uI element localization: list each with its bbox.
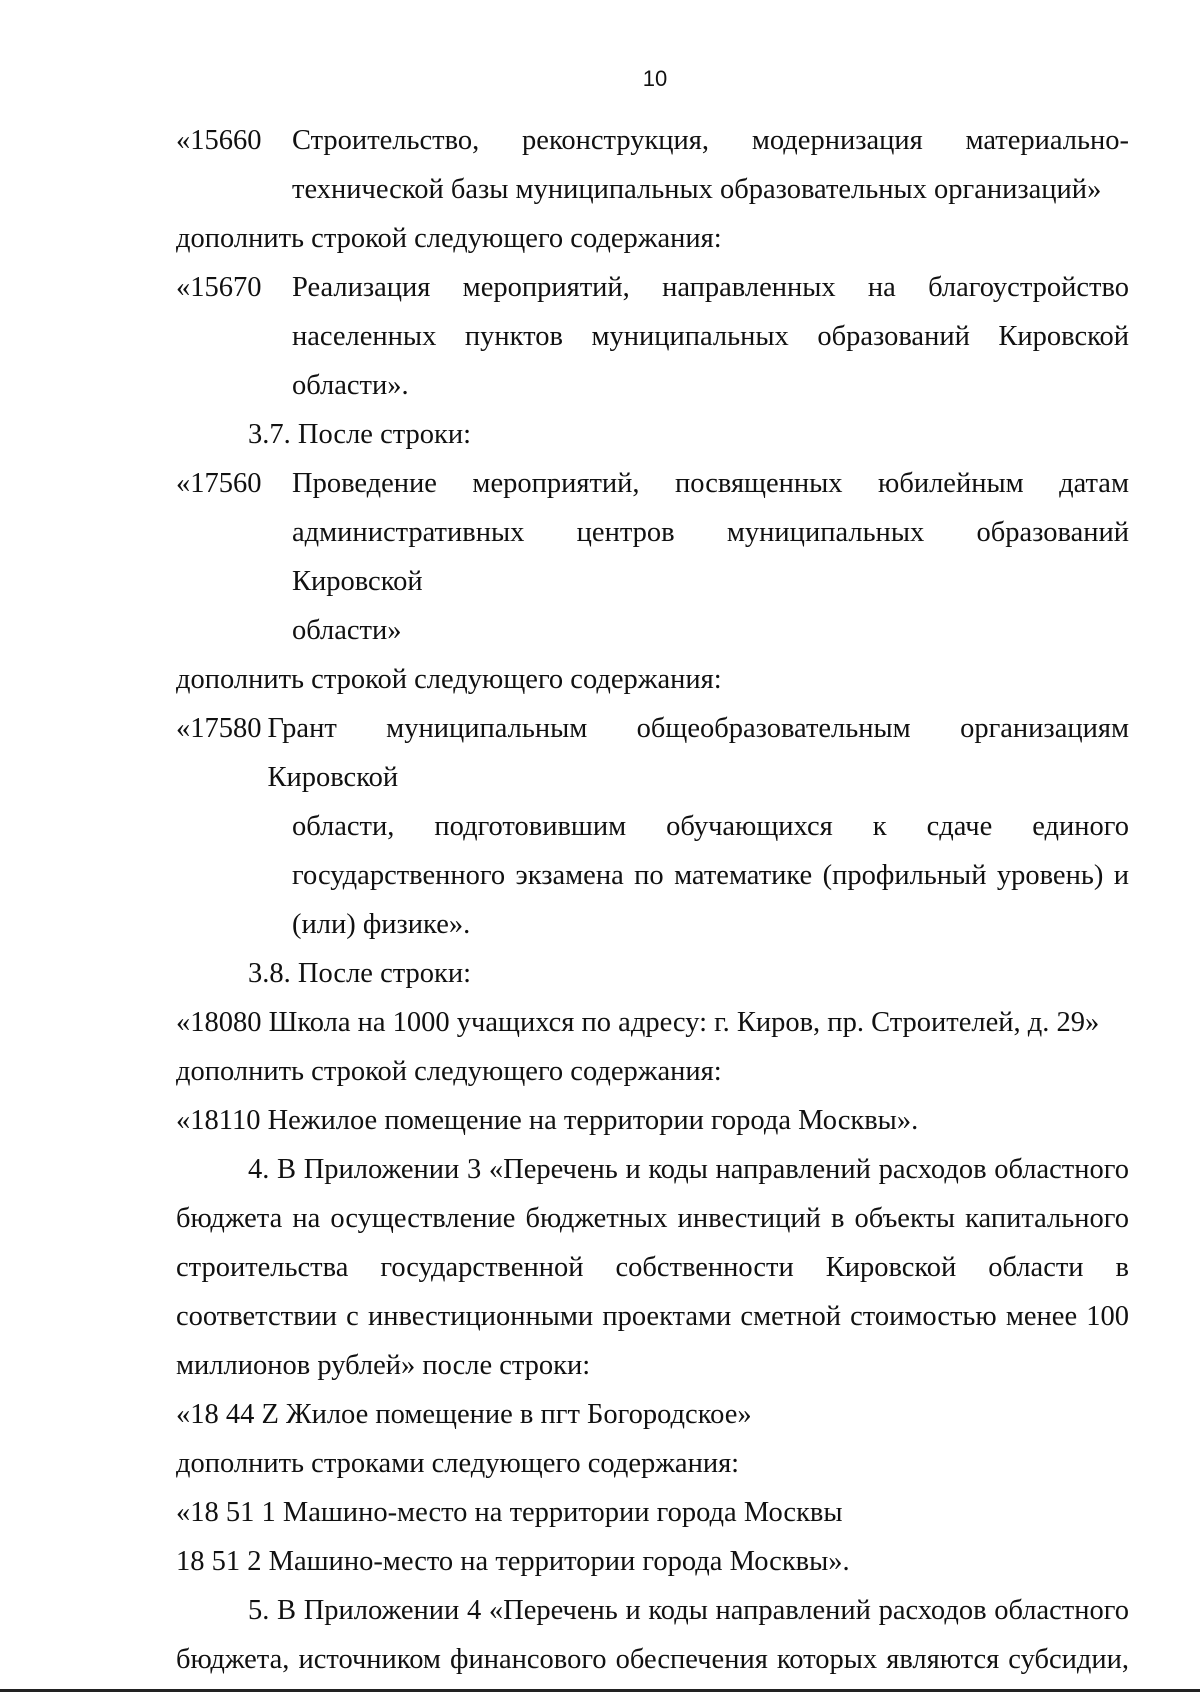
- entry-text-line: административных центров муниципальных образований Кировской: [292, 517, 1129, 597]
- entry-text-line: (или) физике».: [292, 909, 471, 940]
- paragraph-line: бюджета, источником финансового обеспечения которых являются субсидии,: [176, 1644, 1129, 1675]
- scan-edge-line: [0, 1689, 1200, 1692]
- entry-text-line: Строительство, реконструкция, модернизация материально-: [292, 125, 1129, 156]
- section-heading: 3.8. После строки:: [248, 958, 472, 989]
- text-line: дополнить строками следующего содержания:: [176, 1448, 740, 1479]
- entry-text-line: Проведение мероприятий, посвященных юбилейным датам: [292, 468, 1129, 499]
- entry-text-line: Грант муниципальным общеобразовательным организациям Кировской: [267, 713, 1129, 793]
- entry-code: «15670: [176, 272, 262, 303]
- text-line: дополнить строкой следующего содержания:: [176, 664, 722, 695]
- entry-text-line: области»: [292, 615, 402, 646]
- text-line: «18110 Нежилое помещение на территории города Москвы».: [176, 1105, 919, 1136]
- text-line: 18 51 2 Машино-место на территории города Москвы».: [176, 1546, 850, 1577]
- entry-text-line: Реализация мероприятий, направленных на благоустройство: [292, 272, 1129, 303]
- code-entry-15670: [176, 263, 1129, 312]
- paragraph-4: [176, 1145, 1129, 1390]
- text-line: дополнить строкой следующего содержания:: [176, 223, 722, 254]
- paragraph-line: бюджета на осуществление бюджетных инвестиций в объекты капитального: [176, 1203, 1129, 1234]
- entry-code: «15660: [176, 125, 262, 156]
- section-heading: 3.7. После строки:: [248, 419, 472, 450]
- code-entry-17580: [176, 704, 1129, 802]
- document-body: [176, 116, 1129, 1684]
- text-line: «18080 Школа на 1000 учащихся по адресу: г. Киров, пр. Строителей, д. 29»: [176, 1007, 1100, 1038]
- paragraph-line: строительства государственной собственности Кировской области в: [176, 1252, 1129, 1283]
- page-number: 10: [642, 66, 668, 91]
- entry-code: «17580: [176, 713, 262, 744]
- paragraph-5: [176, 1586, 1129, 1684]
- entry-text-line: государственного экзамена по математике (профильный уровень) и: [292, 860, 1129, 891]
- entry-text-line: технической базы муниципальных образовательных организаций»: [292, 174, 1102, 205]
- entry-text-line: области, подготовившим обучающихся к сдаче единого: [292, 811, 1129, 842]
- entry-text-line: населенных пунктов муниципальных образований Кировской: [292, 321, 1129, 352]
- entry-code: «17560: [176, 468, 262, 499]
- paragraph-line: 5. В Приложении 4 «Перечень и коды направлений расходов областного: [248, 1595, 1129, 1626]
- text-line: «18 51 1 Машино-место на территории города Москвы: [176, 1497, 843, 1528]
- code-entry-15660: [176, 116, 1129, 165]
- text-line: дополнить строкой следующего содержания:: [176, 1056, 722, 1087]
- code-entry-17560: [176, 459, 1129, 508]
- paragraph-line: 4. В Приложении 3 «Перечень и коды направлений расходов областного: [248, 1154, 1129, 1185]
- paragraph-line: соответствии с инвестиционными проектами сметной стоимостью менее 100: [176, 1301, 1129, 1332]
- paragraph-line: миллионов рублей» после строки:: [176, 1350, 591, 1381]
- text-line: «18 44 Z Жилое помещение в пгт Богородское»: [176, 1399, 752, 1430]
- entry-text-line: области».: [292, 370, 409, 401]
